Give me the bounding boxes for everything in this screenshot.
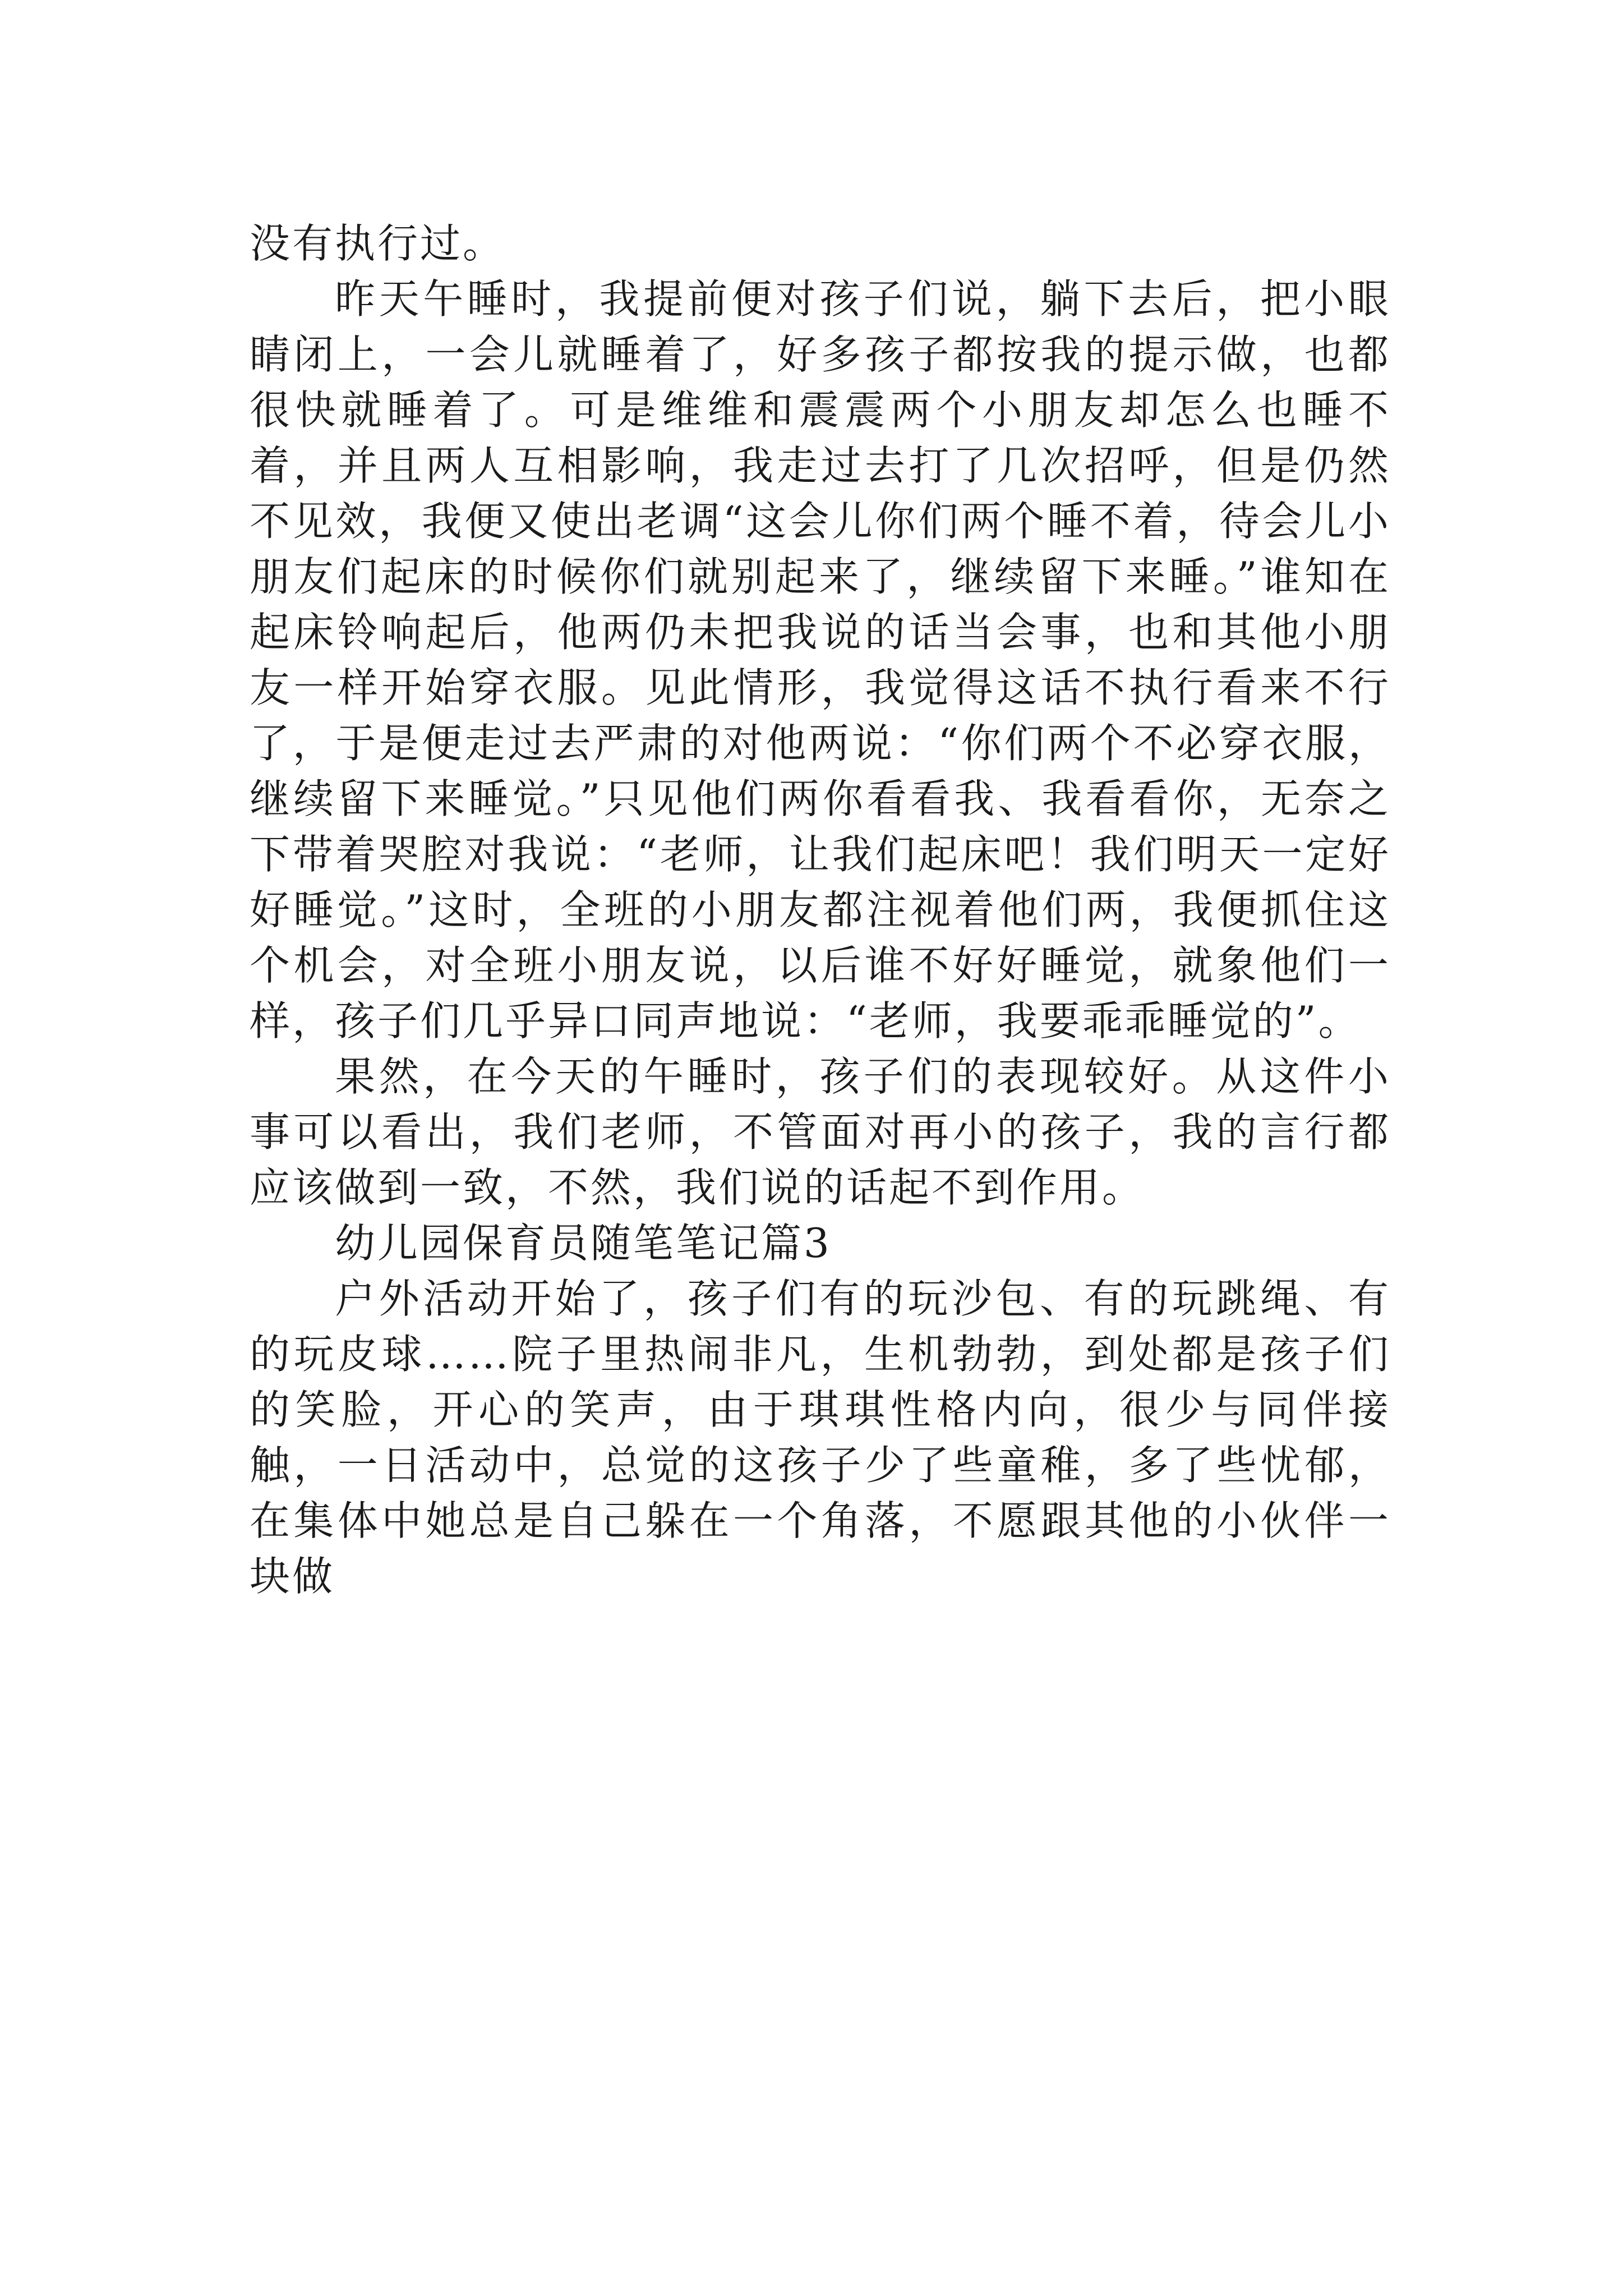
paragraph-conclusion: 果然，在今天的午睡时，孩子们的表现较好。从这件小事可以看出，我们老师，不管面对再小的孩子，我的言行都应该做到一致，不然，我们说的话起不到作用。 bbox=[250, 1053, 1391, 1211]
paragraph-continuation: 没有执行过。 bbox=[250, 220, 506, 267]
paragraph-outdoor-activity: 户外活动开始了，孩子们有的玩沙包、有的玩跳绳、有的玩皮球……院子里热闹非凡，生机勃勃，到处都是孩子们的笑脸，开心的笑声，由于琪琪性格内向，很少与同伴接触，一日活动中，总觉的这孩子少了些童稚，多了些忧郁，在集体中她总是自己躲在一个角落，不愿跟其他的小伙伴一块做 bbox=[250, 1275, 1391, 1600]
paragraph-nap-story: 昨天午睡时，我提前便对孩子们说，躺下去后，把小眼睛闭上，一会儿就睡着了，好多孩子都按我的提示做，也都很快就睡着了。可是维维和震震两个小朋友却怎么也睡不着，并且两人互相影响，我走过去打了几次招呼，但是仍然不见效，我便又使出老调“这会儿你们两个睡不着，待会儿小朋友们起床的时候你们就别起来了，继续留下来睡。”谁知在起床铃响起后，他两仍未把我说的话当会事，也和其他小朋友一样开始穿衣服。见此情形，我觉得这话不执行看来不行了，于是便走过去严肃的对他两说：“你们两个不必穿衣服，继续留下来睡觉。”只见他们两你看看我、我看看你，无奈之下带着哭腔对我说：“老师，让我们起床吧！我们明天一定好好睡觉。”这时，全班的小朋友都注视着他们两，我便抓住这个机会，对全班小朋友说，以后谁不好好睡觉，就象他们一样，孩子们几乎异口同声地说：“老师，我要乖乖睡觉的”。 bbox=[250, 275, 1391, 1045]
section-heading: 幼儿园保育员随笔笔记篇3 bbox=[335, 1220, 832, 1267]
document-body bbox=[250, 216, 1391, 1604]
